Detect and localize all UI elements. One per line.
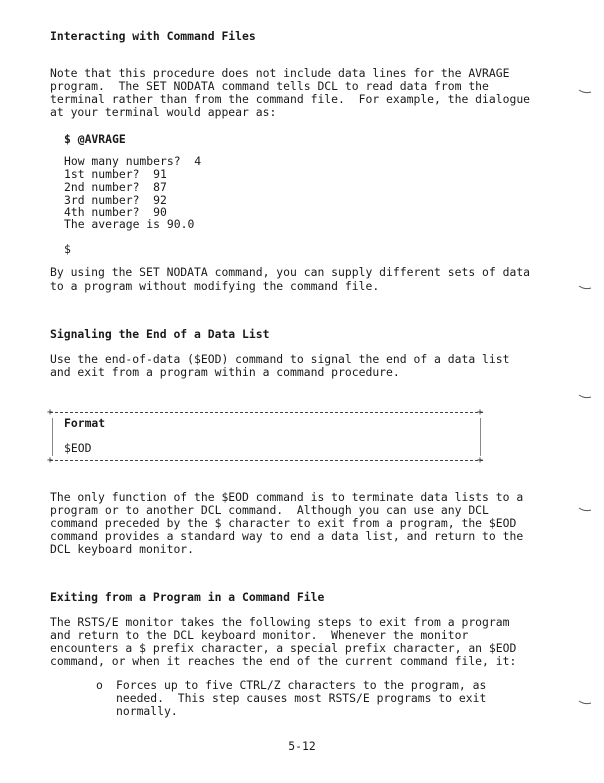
page-number: 5-12 [288,739,316,753]
margin-mark [578,700,592,706]
bullet-line: needed. This step causes most RSTS/E programs to exit [116,691,487,705]
paragraph-line: and exit from a program within a command procedure. [50,365,400,379]
paragraph-line: command preceded by the $ character to exit from a program, the $EOD [50,516,517,530]
paragraph-line: program or to another DCL command. Although you can use any DCL [50,503,489,517]
corner-mark: + [47,455,54,466]
paragraph-line: The only function of the $EOD command is to terminate data lists to a [50,490,524,504]
section-heading-interacting: Interacting with Command Files [50,29,256,43]
format-command: $EOD [64,441,92,455]
margin-mark [578,89,592,95]
paragraph-line: program. The SET NODATA command tells DCL to read data from the [50,79,489,93]
paragraph-line: terminal rather than from the command file. For example, the dialogue [50,92,531,106]
paragraph-line: By using the SET NODATA command, you can supply different sets of data [50,265,531,279]
bullet-line: normally. [116,704,178,718]
format-title: Format [64,416,106,430]
corner-mark: + [477,455,484,466]
bullet-marker: o [96,678,103,692]
format-box-top-border [50,412,483,413]
paragraph-line: to a program without modifying the command file. [50,279,380,293]
dialogue-final-prompt: $ [64,242,71,256]
format-box-right-border [480,418,481,456]
paragraph-line: encounters a $ prefix character, a special prefix character, an $EOD [50,641,517,655]
paragraph-line: DCL keyboard monitor. [50,542,195,556]
paragraph-line: Use the end-of-data ($EOD) command to signal the end of a data list [50,352,510,366]
paragraph-line: Note that this procedure does not include data lines for the AVRAGE [50,66,510,80]
format-box [47,407,484,466]
bullet-line: Forces up to five CTRL/Z characters to the program, as [116,678,487,692]
paragraph-line: at your terminal would appear as: [50,105,277,119]
dialogue-line: 3rd number? 92 [64,193,167,207]
dialogue-line: 1st number? 91 [64,167,167,181]
corner-mark: + [47,407,54,418]
margin-mark [578,507,592,513]
format-box-bottom-border [50,460,483,461]
section-heading-signaling: Signaling the End of a Data List [50,327,270,341]
paragraph-line: command, or when it reaches the end of the current command file, it: [50,654,517,668]
dialogue-line: The average is 90.0 [64,217,195,231]
dialogue-line: How many numbers? 4 [64,154,202,168]
corner-mark: + [477,407,484,418]
section-heading-exiting: Exiting from a Program in a Command File [50,590,325,604]
paragraph-line: The RSTS/E monitor takes the following steps to exit from a program [50,615,510,629]
dialogue-command: $ @AVRAGE [64,132,126,146]
paragraph-line: command provides a standard way to end a data list, and return to the [50,529,524,543]
paragraph-line: and return to the DCL keyboard monitor. Whenever the monitor [50,628,469,642]
dialogue-line: 4th number? 90 [64,205,167,219]
margin-mark [578,394,592,400]
margin-mark [578,285,592,291]
dialogue-line: 2nd number? 87 [64,180,167,194]
format-box-left-border [52,418,53,456]
